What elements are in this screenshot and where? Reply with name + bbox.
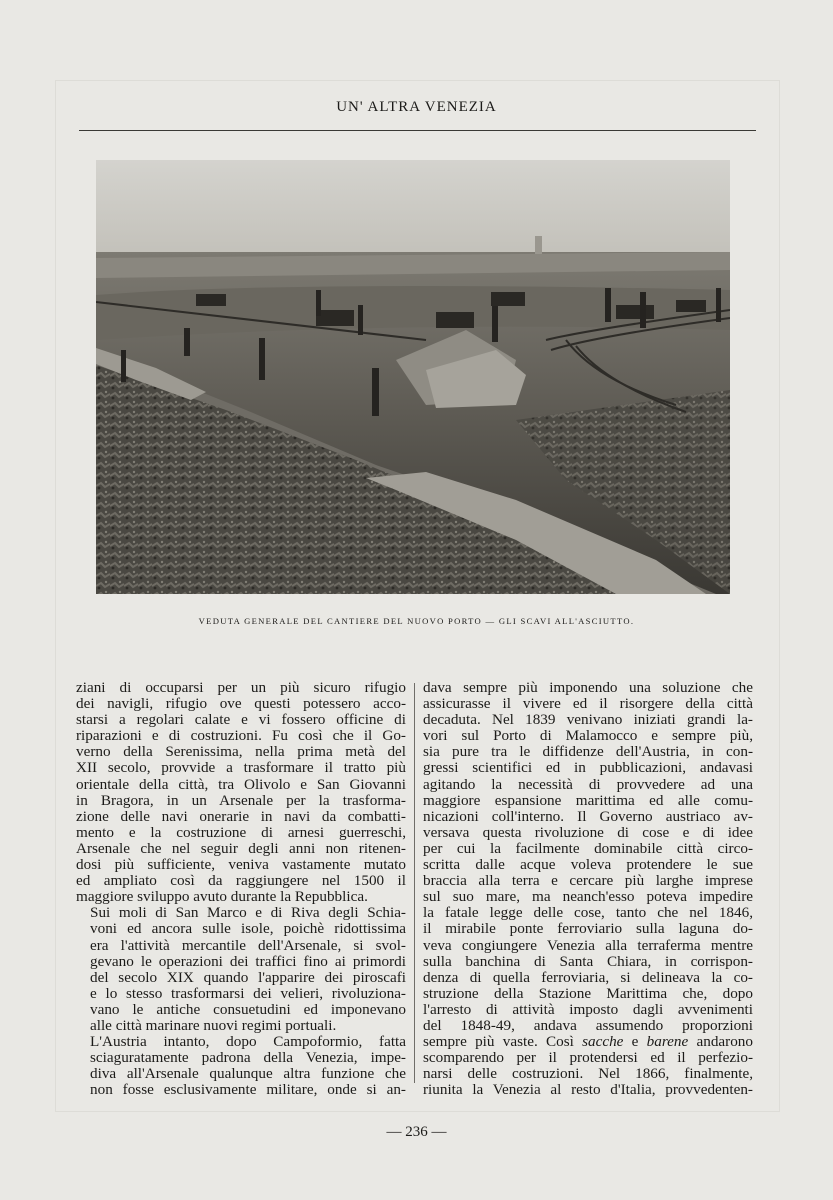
text-line: era l'attività mercantile dell'Arsenale, si svol- [90, 936, 406, 954]
text-line: l'arresto di attività imposto dagli avvenimenti [423, 1000, 753, 1018]
text-line: dava sempre più imponendo una soluzione che [423, 679, 753, 696]
text-line: braccia alla terra e cercare più larghe imprese [423, 872, 753, 890]
text-line: sempre più vaste. Così sacche e barene andarono [423, 1033, 753, 1051]
text-line: non fosse esclusivamente militare, onde si an- [90, 1081, 406, 1099]
text-line: zione delle navi onerarie in navi da combatti- [76, 807, 406, 825]
text-line: e lo stesso trasformarsi dei velieri, rivoluziona- [90, 984, 406, 1002]
text-line: diva all'Arsenale qualunque altra funzione che [90, 1065, 406, 1083]
text-line: scomparendo per il protendersi ed il perfezio- [423, 1049, 753, 1067]
text-line: struzione della Stazione Marittima che, dopo [423, 984, 753, 1002]
text-line: gevano le operazioni dei traffici fino ai primordi [90, 952, 406, 970]
text-line: verno della Serenissima, nella prima metà del [76, 743, 406, 761]
text-line: gressi scientifici ed in pubblicazioni, andavasi [423, 759, 753, 777]
paragraph [423, 680, 753, 1098]
text-line: voni ed ancora sulle isole, poichè ridottissima [90, 920, 406, 938]
text-line: dei navigli, rifugio ove questi potessero acco- [76, 695, 406, 713]
header-rule [79, 130, 756, 131]
text-line: mento e la costruzione di arnesi guerreschi, [76, 823, 406, 841]
paragraph [76, 905, 406, 1034]
text-line: scritta dalle acque voleva protendere le sue [423, 856, 753, 874]
figure-caption: VEDUTA GENERALE DEL CANTIERE DEL NUOVO PORTO — GLI SCAVI ALL'ASCIUTTO. [198, 616, 635, 626]
text-line: nicazioni coll'interno. Il Governo austriaco av- [423, 807, 753, 825]
text-line: maggiore sviluppo avuto durante la Repubblica. [76, 888, 368, 906]
text-line: ziani di occuparsi per un più sicuro rifugio [76, 679, 406, 696]
text-column-left [76, 680, 406, 1098]
text-line: ed ampliato così da raggiungere nel 1500 il [76, 872, 406, 890]
text-line: il mirabile ponte ferroviario sulla laguna do- [423, 920, 753, 938]
page-number: — 236 — [386, 1124, 447, 1140]
text-line: versava questa rivoluzione di cose e di idee [423, 823, 753, 841]
text-line: del 1848-49, andava assumendo proporzioni [423, 1016, 753, 1034]
paragraph [76, 680, 406, 905]
column-divider [414, 683, 415, 1083]
text-line: L'Austria intanto, dopo Campoformio, fatta [90, 1033, 406, 1051]
text-line: dosi più sufficiente, veniva vastamente mutato [76, 856, 406, 874]
excavation-photograph [96, 160, 730, 594]
text-line: riparazioni e di costruzioni. Fu così che il Go- [76, 727, 406, 745]
text-line: vori sul Porto di Malamocco e sempre più, [423, 727, 753, 745]
text-line: per cui la facilmente dominabile città circo- [423, 839, 753, 857]
text-line: denza di quella ferroviaria, si delineava la co- [423, 968, 753, 986]
text-line: orientale della città, tra Olivolo e San Giovanni [76, 775, 406, 793]
text-line: Arsenale che nel seguir degli anni non ritenen- [76, 839, 406, 857]
text-line: alle città marinare nuovi regimi portuali. [90, 1016, 337, 1034]
text-line: decaduta. Nel 1839 venivano iniziati grandi la- [423, 711, 753, 729]
text-line: agitando la necessità di provvedere ad una [423, 775, 753, 793]
text-line: assicurasse il vivere ed il risorgere della città [423, 695, 753, 713]
text-column-right [423, 680, 753, 1098]
text-line: del secolo XIX quando l'apparire dei piroscafi [90, 968, 406, 986]
text-line: sia pure tra le diffidenze dell'Austria, in con- [423, 743, 753, 761]
paragraph [76, 1034, 406, 1098]
text-line: vano le antiche consuetudini ed imponevano [90, 1000, 406, 1018]
running-head: UN' ALTRA VENEZIA [336, 99, 497, 115]
text-line: sulla banchina di Santa Chiara, in corrispon- [423, 952, 753, 970]
text-line: Sui moli di San Marco e di Riva degli Schia- [90, 904, 406, 922]
text-line: sciaguratamente padrona della Venezia, impe- [90, 1049, 406, 1067]
text-line: veva congiungere Venezia alla terraferma mentre [423, 936, 753, 954]
text-line: narsi delle costruzioni. Nel 1866, finalmente, [423, 1065, 753, 1083]
text-line: la fatale legge delle cose, tanto che nel 1846, [423, 904, 753, 922]
text-line: starsi a regolari calate e vi fossero officine di [76, 711, 406, 729]
text-line: XII secolo, provvide a trasformare il tratto più [76, 759, 406, 777]
text-line: maggiore espansione marittima ed alle comu- [423, 791, 753, 809]
text-line: sul suo mare, ma neanch'esso poteva impedire [423, 888, 753, 906]
text-line: in Bragora, in un Arsenale per la trasforma- [76, 791, 406, 809]
text-line: riunita la Venezia al resto d'Italia, provvedenten- [423, 1081, 753, 1099]
